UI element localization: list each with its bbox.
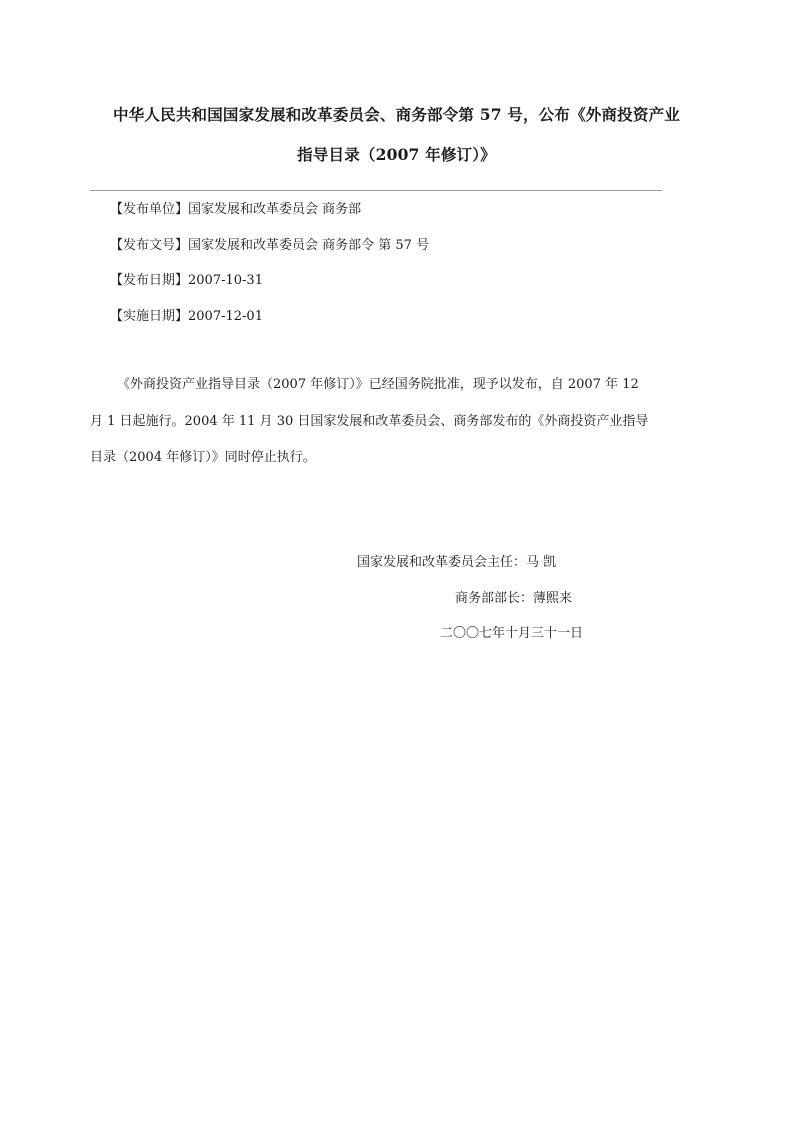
body-paragraph-line-2: 月 1 日起施行。2004 年 11 月 30 日国家发展和改革委员会、商务部发布的《外商投资产业指导	[90, 414, 649, 429]
meta-issuer	[110, 201, 361, 219]
meta-doc-number-value: 国家发展和改革委员会 商务部令 第 57 号	[188, 238, 430, 253]
title-divider	[90, 190, 662, 191]
meta-issue-date-value: 2007-10-31	[188, 273, 263, 288]
document-title-line-1: 中华人民共和国国家发展和改革委员会、商务部令第 57 号，公布《外商投资产业	[113, 105, 680, 124]
meta-issuer-label: 【发布单位】	[110, 202, 189, 217]
meta-effective-date-value: 2007-12-01	[188, 309, 263, 324]
body-paragraph-line-1: 《外商投资产业指导目录（2007 年修订）》已经国务院批准，现予以发布，自 2007 年 12	[117, 377, 639, 392]
meta-effective-date	[110, 308, 263, 326]
meta-issue-date-label: 【发布日期】	[110, 273, 189, 288]
meta-effective-date-label: 【实施日期】	[110, 309, 189, 324]
meta-doc-number	[110, 237, 429, 255]
signature-ndrc-director: 国家发展和改革委员会主任：马 凯	[357, 555, 557, 570]
body-paragraph-line-3: 目录（2004 年修订）》同时停止执行。	[90, 450, 316, 465]
meta-issue-date	[110, 272, 263, 290]
meta-doc-number-label: 【发布文号】	[110, 238, 189, 253]
signature-commerce-minister: 商务部部长：薄熙来	[455, 591, 573, 606]
meta-issuer-value: 国家发展和改革委员会 商务部	[188, 202, 362, 217]
signature-date: 二〇〇七年十月三十一日	[440, 626, 584, 641]
document-title-line-2: 指导目录（2007 年修订）》	[297, 145, 496, 164]
